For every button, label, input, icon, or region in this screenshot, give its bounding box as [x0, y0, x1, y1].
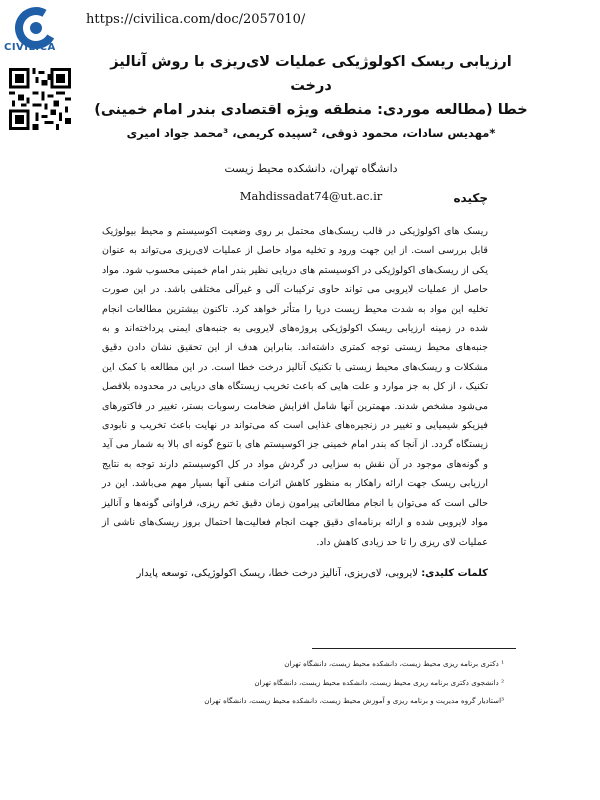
footnote-2: ² دانشجوی دکتری برنامه ریزی محیط زیست، دانشکده محیط زیست، دانشگاه تهران	[254, 677, 504, 687]
abstract-heading: چکیده	[453, 191, 488, 205]
title-line-2: خطا (مطالعه موردی: منطقه ویژه اقتصادی بندر امام خمینی)	[94, 102, 528, 118]
abstract-body: ریسک های اکولوژیکی در قالب ریسک‌های محتمل بر روی وضعیت اکوسیستم و محیط بیولوژیک قابل بررسی است. از این جهت ورود و تخلیه مواد حاصل از عملیات لای‌ریزی می‌تواند به عنوان یکی از ریسک‌های اکولوژیکی در اکوسیستم های دریایی نظیر بندر امام خمینی محسوب شود. مواد حاصل از عملیات لایروبی می تواند حاوی ترکیبات آلی و غیرآلی مختلفی باشد. در این صورت تخلیه این مواد به شدت محیط زیست دریا را متأثر خواهد کرد. تاکنون بیشترین مطالعات انجام شده در زمینه ارزیابی ریسک اکولوژیکی پروژه‌های لایروبی به جنبه‌های ایمنی پرداخته‌اند و به جنبه‌های محیط زیستی توجه کمتری داشته‌اند. بنابراین هدف از این تحقیق نشان دادن دقیق مشکلات و ریسک‌های محیط زیستی با تکنیک آنالیز درخت خطا است. در این مطالعه با کمک این تکنیک ، از کل به جز موارد و علت هایی که باعث تخریب زیستگاه های دریایی در محدوده بلافصل می‌شود مشخص شدند. مهمترین آنها شامل افزایش ضخامت رسوبات بستر، تغییر در فاکتورهای فیزیکو شیمیایی و تغییر در زنجیره‌های غذایی است که می‌تواند در نهایت باعث تخریب و نابودی زیستگاه گردد. از آنجا که بندر امام خمینی جز اکوسیستم های با تنوع گونه ای بالا به شمار می آید و گونه‌های موجود در آن نقش به سزایی در گردش مواد در کل اکوسیستم دارند توجه به نتایج ارزیابی ریسک جهت ارائه راهکار به منظور کاهش اثرات منفی آنها بسیار مهم می‌باشد. این در حالی است که می‌توان با انجام مطالعاتی پیرامون زمان دقیق تخم ریزی، فراوانی گونه‌ها و آنالیز مواد لایروبی شده و ارائه برنامه‌ای دقیق جهت انجام فعالیت‌ها احتمال بروز ریسک‌های ناشی از عملیات لای ریزی را تا حد زیادی کاهش داد.	[102, 226, 488, 548]
author-email: Mahdissadat74@ut.ac.ir	[239, 189, 383, 203]
document-url[interactable]: https://civilica.com/doc/2057010/	[86, 12, 306, 27]
keywords-label: کلمات کلیدی:	[421, 568, 488, 579]
keywords-list: لایروبی، لای‌ریزی، آنالیز درخت خطا، ریسک اکولوژیکی، توسعه پایدار	[136, 568, 418, 579]
footnote-divider	[312, 648, 516, 649]
paper-title	[92, 50, 530, 122]
logo-wordmark: CIVILICA	[4, 42, 56, 53]
footnote-3: ³استادیار گروه مدیریت و برنامه ریزی و آموزش محیط زیست، دانشکده محیط زیست، دانشگاه تهران	[204, 696, 504, 705]
keywords	[102, 568, 488, 579]
footnotes	[160, 655, 504, 711]
paper-header	[92, 50, 530, 203]
qr-code-icon	[9, 68, 71, 130]
title-line-1: ارزیابی ریسک اکولوژیکی عملیات لای‌ریزی با روش آنالیز درخت	[110, 54, 512, 94]
footnote-1: ¹ دکتری برنامه ریزی محیط زیست، دانشکده محیط زیست، دانشگاه تهران	[284, 659, 504, 668]
civilica-logo-icon	[6, 6, 66, 66]
authors: *مهدیس سادات، محمود ذوقی، ²سپیده کریمی، ³محمد جواد امیری	[126, 126, 496, 140]
affiliation: دانشگاه تهران، دانشکده محیط زیست	[224, 162, 398, 175]
